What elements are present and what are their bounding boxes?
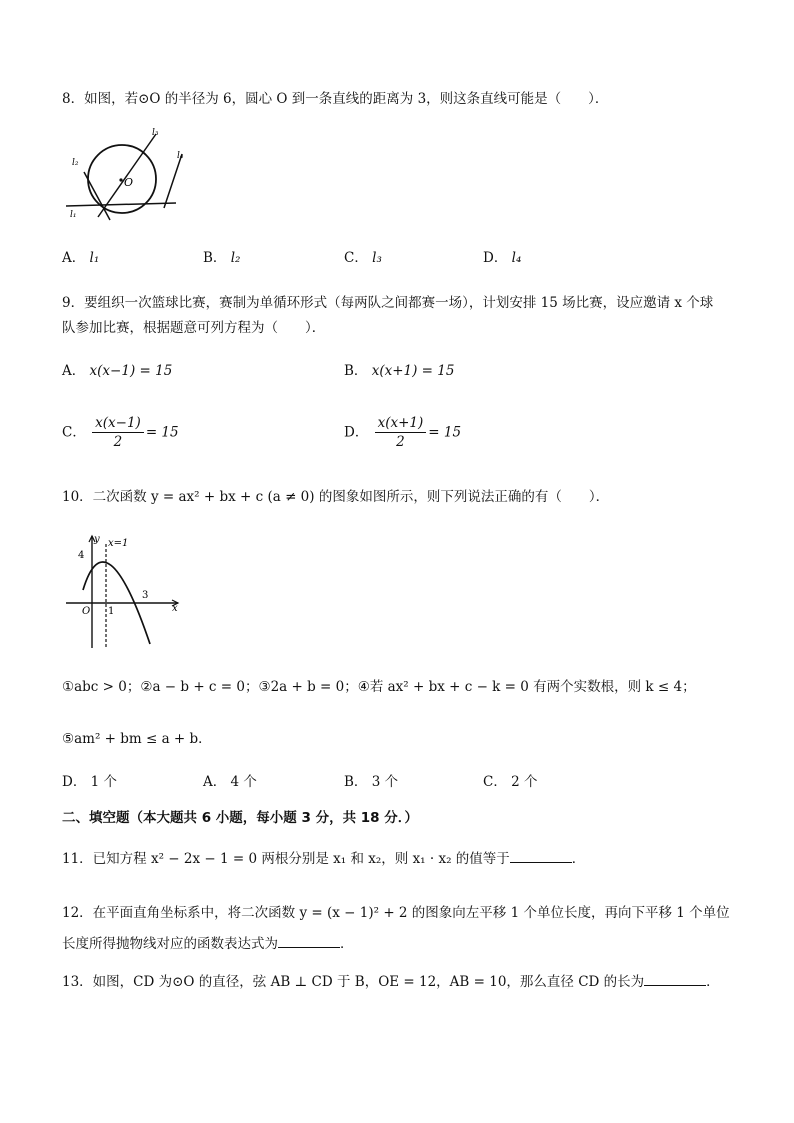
q8-option-d: D． l₄ bbox=[483, 250, 522, 266]
label-l2: l₂ bbox=[72, 158, 79, 168]
q8-stem: 8．如图，若⊙O 的半径为 6，圆心 O 到一条直线的距离为 3，则这条直线可能是（ ）． bbox=[62, 91, 609, 107]
q9-option-b: B． x(x+1) = 15 bbox=[344, 363, 455, 379]
four-label: 4 bbox=[78, 550, 85, 561]
q10-option-c: C． 2 个 bbox=[483, 774, 538, 790]
q11-answer-blank[interactable] bbox=[510, 848, 572, 863]
line-l2 bbox=[84, 172, 110, 220]
q12-answer-blank[interactable] bbox=[278, 933, 340, 948]
q10-stem: 10．二次函数 y = ax² + bx + c (a ≠ 0) 的图象如图所示，则下列说法正确的有（ ）． bbox=[62, 489, 610, 505]
axis-label: x=1 bbox=[108, 538, 129, 549]
q10-parabola-figure bbox=[64, 532, 188, 650]
q9-d-fraction: $\frac{x(x+1)}{2}$ bbox=[375, 414, 427, 451]
q10-option-b: B． 3 个 bbox=[344, 774, 399, 790]
three-label: 3 bbox=[142, 590, 149, 601]
q9-option-d: D． $\frac{x(x+1)}{2}$ = 15 bbox=[344, 415, 462, 450]
q9-c-fraction: $\frac{x(x-1)}{2}$ bbox=[92, 414, 144, 451]
q11 bbox=[62, 848, 585, 869]
line-l1 bbox=[66, 203, 176, 206]
q12-end: ． bbox=[340, 936, 354, 952]
q13-end: ． bbox=[706, 974, 720, 990]
q9-stem-line2: 队参加比赛，根据题意可列方程为（ ）． bbox=[62, 320, 326, 336]
q8-option-b: B． l₂ bbox=[203, 250, 241, 266]
q13-answer-blank[interactable] bbox=[644, 971, 706, 986]
y-label: y bbox=[94, 534, 100, 545]
origin-label: O bbox=[82, 606, 91, 617]
center-label: O bbox=[124, 176, 134, 189]
line-l4 bbox=[164, 154, 182, 208]
q8-option-c: C． l₃ bbox=[344, 250, 382, 266]
q11-text: 11．已知方程 x² − 2x − 1 = 0 两根分别是 x₁ 和 x₂，则 x₁ · x₂ 的值等于 bbox=[62, 851, 510, 867]
q13 bbox=[62, 971, 720, 992]
q10-option-d: D． 1 个 bbox=[62, 774, 118, 790]
q11-end: ． bbox=[571, 851, 586, 867]
label-l1: l₁ bbox=[70, 210, 77, 220]
q10-option-a: A． 4 个 bbox=[203, 774, 257, 790]
q8-circle-figure bbox=[64, 124, 188, 224]
q12-line1: 12．在平面直角坐标系中，将二次函数 y = (x − 1)² + 2 的图象向左平移 1 个单位长度，再向下平移 1 个单位 bbox=[62, 905, 730, 921]
q10-statements-line1: ①abc > 0；②a − b + c = 0；③2a + b = 0；④若 ax² + bx + c − k = 0 有两个实数根，则 k ≤ 4； bbox=[62, 679, 696, 695]
section2-heading: 二、填空题（本大题共 6 小题，每小题 3 分，共 18 分．） bbox=[62, 810, 419, 826]
q10-statements-line2: ⑤am² + bm ≤ a + b． bbox=[62, 731, 212, 747]
label-l3: l₃ bbox=[152, 128, 159, 138]
q12-line2-wrap bbox=[62, 933, 354, 954]
center-point bbox=[119, 178, 122, 181]
label-l4: l₄ bbox=[177, 151, 184, 161]
q9-stem-line1: 9．要组织一次篮球比赛，赛制为单循环形式（每两队之间都赛一场），计划安排 15 场比赛，设应邀请 x 个球 bbox=[62, 295, 714, 311]
q9-option-a: A． x(x−1) = 15 bbox=[62, 363, 173, 379]
q13-text: 13．如图，CD 为⊙O 的直径，弦 AB ⊥ CD 于 B，OE = 12，AB = 10，那么直径 CD 的长为 bbox=[62, 974, 645, 990]
x-label: x bbox=[172, 603, 178, 614]
q8-option-a: A． l₁ bbox=[62, 250, 100, 266]
q12-line2: 长度所得抛物线对应的函数表达式为 bbox=[62, 936, 278, 952]
q9-option-c: C． $\frac{x(x-1)}{2}$ = 15 bbox=[62, 415, 179, 450]
one-label: 1 bbox=[108, 606, 115, 617]
